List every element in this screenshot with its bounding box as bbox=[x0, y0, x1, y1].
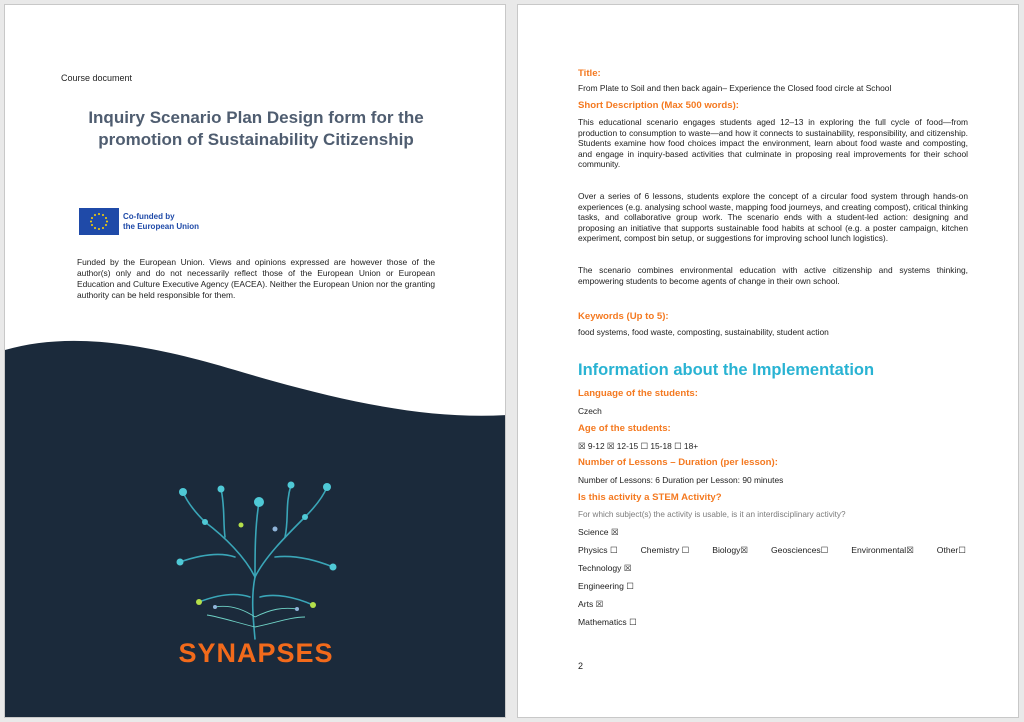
page-number: 2 bbox=[578, 661, 584, 671]
subject-biology: Biology☒ bbox=[712, 545, 749, 555]
age-checkboxes: ☒ 9-12 ☒ 12-15 ☐ 15-18 ☐ 18+ bbox=[578, 441, 699, 451]
synapses-brand: SYNAPSES bbox=[178, 638, 334, 668]
short-description-label: Short Description (Max 500 words): bbox=[578, 100, 739, 111]
course-document-label: Course document bbox=[61, 73, 133, 83]
subject-physics: Physics ☐ bbox=[578, 545, 618, 555]
keywords-value: food systems, food waste, composting, sustainability, student action bbox=[578, 327, 829, 337]
subject-arts: Arts ☒ bbox=[578, 599, 604, 609]
subject-mathematics: Mathematics ☐ bbox=[578, 617, 637, 627]
description-paragraph-2: Over a series of 6 lessons, students explore the concept of a circular food system through hands-on experiences (e.g. analysing school waste, mapping food journeys, and creating compost), critical thinking tasks, and collaborative group work. The scenario ends with a student-led action: designing and proposing an initiative that supports sustainable food habits at school (e.g. a poster campaign, kitchen experiment, compost bin setup, or suggestions for improving school lunch logistics). bbox=[578, 191, 968, 243]
eu-flag-icon bbox=[79, 208, 119, 235]
stem-question: For which subject(s) the activity is usable, is it an interdisciplinary activity? bbox=[578, 510, 846, 519]
title-label: Title: bbox=[578, 68, 601, 79]
implementation-heading: Information about the Implementation bbox=[578, 361, 875, 379]
subject-chemistry: Chemistry ☐ bbox=[640, 545, 690, 555]
subject-science: Science ☒ bbox=[578, 527, 619, 537]
tree-network-logo-icon bbox=[155, 467, 355, 642]
subject-engineering: Engineering ☐ bbox=[578, 581, 634, 591]
science-subjects-row bbox=[578, 545, 966, 556]
eu-line-2: the European Union bbox=[123, 221, 199, 231]
description-paragraph-1: This educational scenario engages students aged 12–13 in exploring the full cycle of food—from production to consumption to waste—and how it connects to sustainability, responsibility, and citizenship. Students examine how food choices impact the environment, learn about food waste and composting, and engage in inquiry-based activities that culminate in proposing real improvements for their school community. bbox=[578, 117, 968, 169]
language-label: Language of the students: bbox=[578, 388, 698, 399]
lessons-value: Number of Lessons: 6 Duration per Lesson: 90 minutes bbox=[578, 475, 784, 485]
eu-cofunded-text bbox=[123, 212, 199, 232]
funding-disclaimer: Funded by the European Union. Views and opinions expressed are however those of the author(s) only and do not necessarily reflect those of the European Union or European Education and Culture Executive Agency (EACEA). Neither the European Union nor the granting authority can be held responsible for them. bbox=[77, 257, 435, 300]
eu-line-1: Co-funded by bbox=[123, 211, 175, 221]
eu-cofunded-logo bbox=[79, 208, 199, 235]
subject-environmental: Environmental☒ bbox=[851, 545, 914, 555]
subject-geosciences: Geosciences☐ bbox=[771, 545, 829, 555]
cover-page bbox=[4, 4, 506, 718]
subject-technology: Technology ☒ bbox=[578, 563, 632, 573]
age-label: Age of the students: bbox=[578, 423, 671, 434]
stem-label: Is this activity a STEM Activity? bbox=[578, 492, 722, 503]
description-paragraph-3: The scenario combines environmental education with active citizenship and systems thinking, empowering students to become agents of change in their own school. bbox=[578, 265, 968, 286]
title-value: From Plate to Soil and then back again– Experience the Closed food circle at School bbox=[578, 83, 892, 93]
document-title: Inquiry Scenario Plan Design form for the promotion of Sustainability Citizenship bbox=[88, 108, 424, 149]
language-value: Czech bbox=[578, 406, 602, 416]
subject-other: Other☐ bbox=[936, 545, 966, 555]
form-page bbox=[517, 4, 1019, 718]
lessons-label: Number of Lessons – Duration (per lesson): bbox=[578, 457, 778, 468]
keywords-label: Keywords (Up to 5): bbox=[578, 311, 669, 322]
